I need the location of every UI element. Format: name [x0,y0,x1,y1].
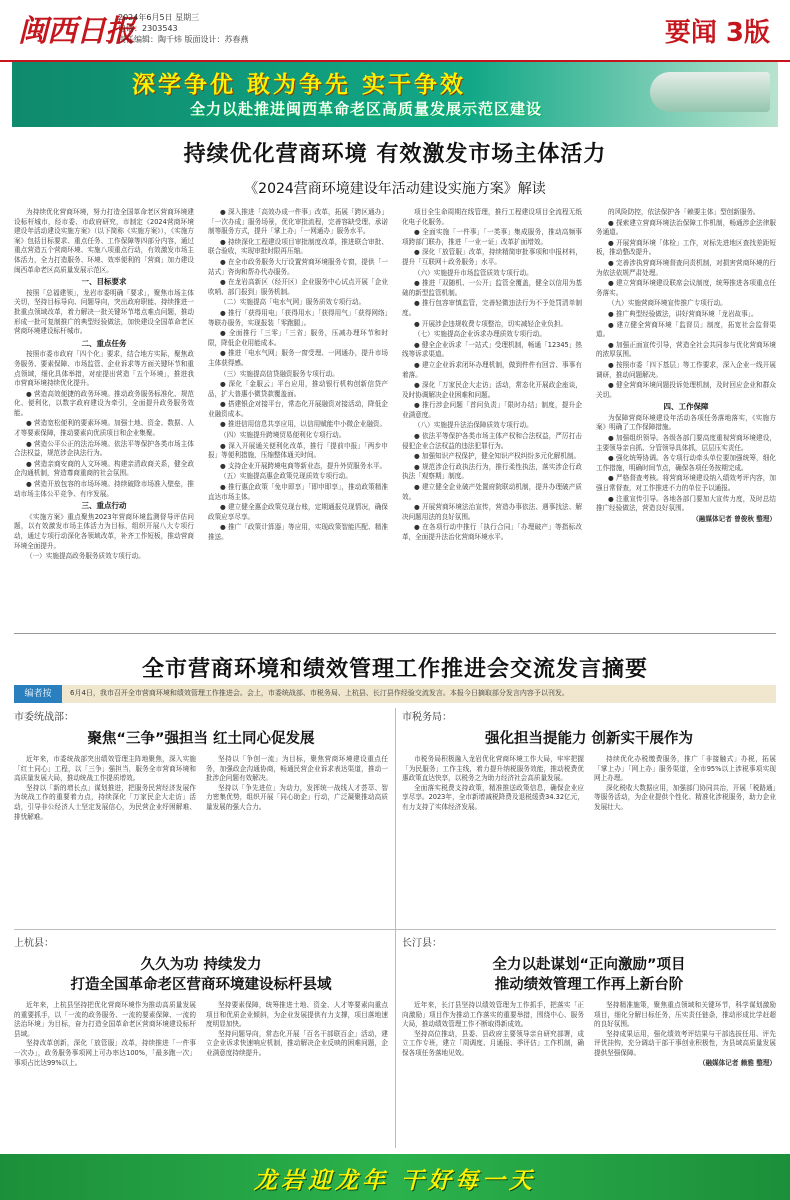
paragraph: 坚持以「新的增长点」谋划推进，把服务民营经济发展作为统战工作的重要着力点，持续深化「万家民企大走访」活动，引导非公经济人士坚定发展信心，为民营企业纾困解难、排忧解难。 [14,783,196,821]
paragraph: （七）实施提高企业诉求办理质效专项行动。 [414,330,546,339]
speech-title: 强化担当提能力 创新实干展作为 [484,731,694,747]
speech-title: 久久为功 持续发力 打造全国革命老区营商环境建设标杆县域 [70,957,332,993]
newspaper-logo: 闽西日报 [18,14,134,49]
paragraph: 近年来，长汀县坚持以绩效管理为工作抓手，把落实「正向激励」项目作为推动工作落实的重要举措，围绕中心、服务大局，推动绩效管理工作不断取得新成效。 [402,1001,584,1029]
paragraph: ● 营造宽松便利的要素环境。加强土地、资金、数据、人才等要素保障，推动要素向优质项目和企业集聚。 [14,419,194,438]
paragraph: ● 营造亲商安商的人文环境。构建亲清政商关系，健全政企沟通机制，营造尊商重商的社会氛围。 [14,459,194,478]
section-heading: 四、工作保障 [663,402,709,412]
article-1-signature: （融媒体记者 曾俊秋 整理） [692,514,776,523]
paragraph: ● 建立健全营商环境「监督员」制度，拓宽社会监督渠道。 [596,320,776,339]
speech-title: 全力以赴谋划“正向激励”项目 推动绩效管理工作再上新台阶 [492,957,686,993]
article-1-column-4 [596,208,776,628]
paragraph: ● 按照市委「四下基层」等工作要求，深入企业一线开展调研，推动问题解决。 [596,360,776,379]
speaker-source: 长汀县： [402,938,442,949]
article-1-body [14,208,776,628]
speech-title: 聚焦“三争”强担当 红土同心促发展 [87,731,315,747]
paragraph: ● 建立健全企业破产处置府院联动机制，提升办理破产质效。 [402,483,582,501]
footer-slogan-bar [0,1154,790,1200]
article-1-column-3 [402,208,582,628]
paragraph: ● 搭建银企对接平台，常态化开展融资对接活动，降低企业融资成本。 [208,400,388,418]
issue-meta [118,12,249,45]
paragraph: （二）实施提高「电水气网」服务质效专项行动。 [220,298,366,307]
paragraph: ● 在龙岩高新区（经开区）企业服务中心试点开展「企业吹哨、部门报到」服务机制。 [208,278,388,296]
speech-block-shanghang [14,934,388,1148]
paragraph: （三）实施提高信贷融资服务专项行动。 [220,369,339,378]
paragraph: ● 开展营商环境「体检」工作，对标先进地区查找差距短板，推动整改提升。 [596,238,776,257]
section-divider [14,633,776,634]
paragraph: 坚持改革创新，深化「放管服」改革，持续推进「一件事一次办」，政务服务事项网上可办率达100%，「最多跑一次」事项占比达99%以上。 [14,1039,196,1067]
section-heading: 二、重点任务 [81,338,127,348]
paragraph: ● 深入开展通关便利化改革，推行「提前申报」「两步申报」等便利措施，压缩整体通关时间。 [208,441,388,460]
paragraph: （一）实施提高政务服务质效专项行动。 [26,552,145,561]
paragraph: ● 加强知识产权保护，健全知识产权纠纷多元化解机制。 [414,452,581,461]
paragraph: 坚持精准施策，聚焦重点领域和关键环节，科学谋划激励项目，细化分解目标任务，压实责任链条，推动形成比学赶超的良好氛围。 [594,1001,776,1029]
paragraph: ● 营造开放包容的市场环境。持续破除市场准入壁垒，推动市场主体公平竞争、有序发展。 [14,480,194,498]
speaker-source: 上杭县： [14,938,54,949]
paragraph: ● 深化「放管服」改革，持续精简审批事项和申报材料，提升「互联网＋政务服务」水平。 [402,248,582,266]
paragraph: 为保障营商环境建设年活动各项任务落地落实，《实施方案》明确了工作保障措施。 [596,413,776,432]
paragraph: ● 深化「金服云」平台应用，推动银行机构创新信贷产品，扩大普惠小微贷款覆盖面。 [208,380,388,398]
paragraph: 项目全生命周期在线管理，推行工程建设项目全流程无纸化电子化服务。 [402,208,582,226]
article-1-headline: 持续优化营商环境 有效激发市场主体活力 [183,142,607,167]
paragraph: ● 加强组织领导。各级各部门要高度重视营商环境建设，主要领导亲自抓、分管领导具体抓，层层压实责任。 [596,434,776,452]
paragraph: ● 推行惠企政策「免申即享」「即申即享」，推动政策精准直达市场主体。 [208,483,388,501]
paragraph: （五）实施提高惠企政策兑现质效专项行动。 [220,472,352,481]
page-section: 要闻 3版 [664,18,770,48]
paragraph: 《实施方案》重点聚焦2023年营商环境监测督导评估问题，以有效激发市场主体活力为目标，组织开展八大专项行动，通过专项行动深化各领域改革，补齐工作短板，推动营商环境全面提升。 [14,512,194,550]
paragraph: ● 持续深化工程建设项目审批制度改革，推进联合审批、联合验收，实现审批时限再压缩。 [208,237,388,256]
paragraph: ● 探索建立营商环境法治保障工作机制，畅通涉企法律服务通道。 [596,218,776,237]
paragraph: （四）实施提升跨境贸易便利化专项行动。 [220,431,346,440]
paragraph: ● 推进「电水气网」服务一窗受理、一网通办，提升市场主体获得感。 [208,349,388,367]
paragraph: ● 在各项行动中推行「执行合同」「办理破产」等指标改革，全面提升法治化营商环境水平。 [402,523,582,541]
paragraph: 近年来，上杭县坚持把优化营商环境作为推动高质量发展的重要抓手，以「一流的政务服务、一流的要素保障、一流的法治环境」为目标，奋力打造全国革命老区营商环境建设标杆县域。 [14,1001,196,1038]
paragraph: ● 加强正面宣传引导，营造全社会共同参与优化营商环境的浓厚氛围。 [596,340,776,359]
paragraph: 按照「总福建领」，龙岩市委明确「要求」，聚焦市场主体关切，坚持目标导向、问题导向，突出政府职能、持续推进一批重点领域改革，着力解决一批关键环节堵点难点问题，推动形成一批可复制推广的典型经验做法，加快建设全国革命老区营商环境建设标杆城市。 [14,288,194,336]
paragraph: ● 开展涉企违规收费专项整治，切实减轻企业负担。 [414,319,567,328]
speech-body [402,1001,776,1068]
paragraph: ● 强化统筹协调。各专项行动牵头单位要加强统筹，细化工作措施，明确时间节点，确保各项任务按期完成。 [596,454,776,472]
article-2-headline: 全市营商环境和绩效管理工作推进会交流发言摘要 [141,657,648,682]
paragraph: 坚持以「争创一流」为目标，聚焦营商环境建设重点任务，加强政企沟通协商，畅通民营企业诉求表达渠道，推动一批涉企问题有效解决。 [206,755,388,783]
paragraph: ● 依法平等保护各类市场主体产权和合法权益，严厉打击侵犯企业合法权益的违法犯罪行为。 [402,432,582,450]
paragraph: ● 开展营商环境法治宣传，营造办事依法、遇事找法、解决问题用法的良好氛围。 [402,503,582,521]
paragraph: ● 推行涉企问题「首问负责」「限时办结」制度，提升企业满意度。 [402,401,582,419]
paragraph: ● 推进信用信息共享应用，以信用赋能中小微企业融资。 [220,420,387,429]
paragraph: ● 深化「万家民企大走访」活动，常态化开展政企座谈，及时协调解决企业困难和问题。 [402,381,582,399]
paragraph: （九）实施营商环境宣传推广专项行动。 [608,299,727,308]
paragraph: ● 建立营商环境建设联席会议制度，统筹推进各项重点任务落实。 [596,279,776,297]
column-separator [395,708,396,1148]
paragraph: 坚持问题导向，常态化开展「百名干部联百企」活动，建立企业诉求快速响应机制，推动解决企业反映的困难问题，企业满意度持续提升。 [206,1029,388,1057]
paragraph: 持续优化办税缴费服务，推广「非接触式」办税，拓展「掌上办」「网上办」服务渠道，全市95%以上涉税事项实现网上办理。 [594,755,776,783]
paragraph: 坚持以「争先进位」为动力，发挥统一战线人才荟萃、智力密集优势，组织开展「同心助企」行动，广泛凝聚推动高质量发展的强大合力。 [206,783,388,811]
paragraph: ● 规范涉企行政执法行为，推行柔性执法，落实涉企行政执法「观察期」制度。 [402,462,582,481]
paragraph: （八）实施提升法治保障质效专项行动。 [414,421,533,430]
paragraph: ● 支持企业开展跨境电商等新业态，提升外贸服务水平。 [220,461,387,470]
issue-phone: 电话：2303543 [118,24,178,33]
row-separator [14,929,776,930]
paragraph: ● 推行包容审慎监管，完善轻微违法行为不予处罚清单制度。 [402,299,582,317]
paragraph: 全面落实税费支持政策，精准推送政策信息，确保企业应享尽享。2023年，全市新增减税降费及退税缓费34.32亿元，有力支持了实体经济发展。 [402,783,584,811]
paragraph: ● 严格督查考核。将营商环境建设纳入绩效考评内容，加强日常督查，对工作推进不力的单位予以通报。 [596,474,776,493]
issue-editors: 责任编辑：陶千炜 版面设计：苏春燕 [118,35,249,44]
speech-body [14,1001,388,1068]
paragraph: ● 建立健全惠企政策兑现台账，定期通报兑现情况，确保政策应享尽享。 [208,503,388,521]
slogan-banner [12,62,778,127]
paragraph: （六）实施提升市场监管质效专项行动。 [414,268,533,277]
editor-note-bar [14,685,776,703]
article-1-column-2 [208,208,388,628]
paragraph: ● 全面实施「一件事」「一类事」集成服务，推动高频事项跨部门联办，推进「一业一证」改革扩面增效。 [402,228,582,246]
article-1-subhead: 《2024营商环境建设年活动建设实施方案》解读 [244,181,546,197]
speech-block-united-front [14,708,388,926]
masthead [0,0,790,62]
section-heading: 三、重点行动 [81,501,127,511]
editor-note-tag: 编者按 [14,685,62,703]
paragraph: ● 推广典型经验做法，讲好营商环境「龙岩故事」。 [608,309,758,318]
paragraph: ● 健全营商环境问题投诉处理机制，及时回应企业和群众关切。 [596,381,776,399]
paragraph: ● 建立企业诉求闭环办理机制，做到件件有回音、事事有着落。 [402,360,582,379]
speech-body [402,755,776,813]
train-illustration-icon [650,72,770,112]
paragraph: ● 注重宣传引导。各地各部门要加大宣传力度，及时总结推广经验做法，营造良好氛围。 [596,494,776,513]
issue-date: 2024年6月5日 星期三 [118,13,200,22]
paragraph: 坚持成果运用，强化绩效考评结果与干部选拔任用、评先评优挂钩，充分调动干部干事创业积极性，为县域高质量发展提供坚强保障。 [594,1029,776,1057]
speech-block-changting [402,934,776,1148]
section-heading: 一、目标要求 [81,277,127,287]
paragraph: 市税务局积极融入龙岩优化营商环境工作大局，牢牢把握「为民服务」工作主线，着力提升纳税服务效能，推动税费优惠政策直达快享，以税务之为助力经济社会高质量发展。 [402,755,584,783]
paragraph: 的风险防控，依法保护各「赖要主体」型创新服务。 [608,208,760,216]
paragraph: ● 推行「获得用电」「获得用水」「获得用气」「获得网络」等联办服务，实现报装「零跑腿」。 [208,308,388,327]
paragraph: ● 推进「双随机、一公开」监管全覆盖，健全以信用为基础的新型监管机制。 [402,279,582,297]
paragraph: ● 深入推进「高效办成一件事」改革，拓展「跨区通办」「一次办成」服务场景，优化审批流程，完善容缺受理、承诺制等服务方式，提升「掌上办」「一网通办」服务水平。 [208,208,388,236]
paragraph: ● 在全市政务服务大厅设置营商环境服务专窗，提供「一站式」咨询和帮办代办服务。 [208,257,388,276]
speech-body [14,755,388,822]
banner-line-1: 深学争优 敢为争先 实干争效 [132,72,467,98]
article-1-column-1 [14,208,194,628]
paragraph: 为持续优化营商环境，努力打造全国革命老区营商环境建设标杆城市，经市委、市政府研究，市制定《2024营商环境建设年活动建设实施方案》（以下简称《实施方案》），《实施方案》包括目标要求、重点任务、工作保障等四部分内容，通过重点营造五个营商环境、实施八项重点行动，有效激发市场主体活力，全力打造服务、环境、效率便利的「营商」加力建设闽西革命老区高质量发展示范区。 [14,208,194,274]
banner-line-2: 全力以赴推进闽西革命老区高质量发展示范区建设 [190,100,543,118]
speaker-source: 市税务局： [402,712,452,723]
article-2-signature: （融媒体记者 赖雅 整理） [698,1058,776,1067]
editor-note-text: 6月4日，我市召开全市营商环境和绩效管理工作推进会。会上，市委统战部、市税务局、上杭县、长汀县作经验交流发言。本报今日摘取部分发言内容予以刊发。 [70,689,569,697]
paragraph: ● 完善涉执营商环境督查问责机制，对损害营商环境的行为依法依规严肃处理。 [596,258,776,277]
speech-block-tax-bureau [402,708,776,926]
paragraph: ● 全面推行「三零」「三省」服务，压减办理环节和时限，降低企业用能成本。 [208,329,388,347]
paragraph: ● 营造公平公正的法治环境。依法平等保护各类市场主体合法权益，规范涉企执法行为。 [14,439,194,458]
paragraph: 按照市委市政府「四个化」要求，结合地方实际，聚焦政务服务、要素保障、市场监管、企业诉求等方面关键环节和重点领域，细化具体举措，对症提出营造「五个环境」，推进我市营商环境持续优化提升。 [14,350,194,388]
paragraph: 坚持要素保障，统筹推进土地、资金、人才等要素向重点项目和优质企业倾斜，为企业发展提供有力支撑，项目落地速度明显加快。 [206,1001,388,1029]
footer-slogan: 龙岩迎龙年 干好每一天 [253,1168,536,1194]
speaker-source: 市委统战部： [14,712,74,723]
paragraph: 坚持高位推动，县委、县政府主要领导亲自研究部署，成立工作专班，建立「周调度、月通报、季评估」工作机制，确保各项任务落地见效。 [402,1029,584,1057]
paragraph: ● 健全企业诉求「一站式」受理机制，畅通「12345」热线等诉求渠道。 [402,340,582,359]
paragraph: ● 营造高效便捷的政务环境。推动政务服务标准化、规范化、便利化，以数字政府建设为牵引，全面提升政务服务效能。 [14,389,194,417]
paragraph: 深化税收大数据应用，加强部门协同共治，开展「税路通」等服务活动，为企业提供个性化、精准化涉税服务，助力企业发展壮大。 [594,783,776,811]
paragraph: 近年来，市委统战部突出绩效管理主阵地聚焦，深入实施「红土同心」工程，以「三争」强担当，服务全市营商环境和高质量发展大局，推动统战工作提质增效。 [14,755,196,783]
paragraph: ● 推广「政策计算器」等应用，实现政策智能匹配、精准推送。 [208,523,388,541]
